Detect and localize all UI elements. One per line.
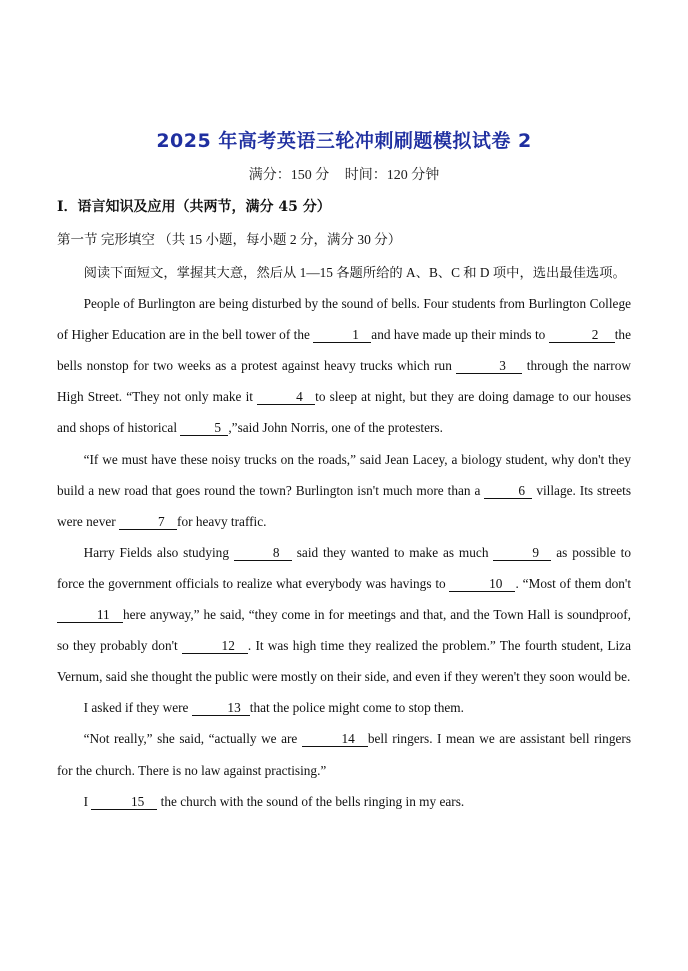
text: I asked if they were [83,700,192,716]
passage-body [57,257,631,817]
blank-4: 4 [257,389,315,405]
blank-12: 12 [182,638,248,654]
blank-13: 13 [192,700,250,716]
text: ,”said John Norris, one of the protesters. [228,420,443,436]
text: “If we must have these noisy trucks on the roads,” said Jean Lacey, a biology student, why don't they build a new road that goes round the town? Burlington isn't much more than a [57,451,631,498]
paragraph-2 [57,444,631,537]
text: as possible to force the government officials to realize what everybody was havings to [57,544,631,591]
blank-2: 2 [549,327,615,343]
blank-10: 10 [449,576,515,592]
paragraph-6 [57,786,631,817]
text: here anyway,” he said, “they come in for meetings and that, and the Town Hall is soundproof, so they probably don't [57,607,631,654]
text: the church with the sound of the bells ringing in my ears. [157,793,465,809]
text: “Not really,” she said, “actually we are [83,731,302,747]
blank-9: 9 [493,545,551,561]
text: . “Most of them don't [515,575,632,591]
section-heading: I．语言知识及应用（共两节，满分 45 分） [57,199,331,215]
exam-meta [0,164,688,184]
part-label: 第一节 完形填空 [57,232,155,247]
blank-6: 6 [484,483,532,499]
part-note: （共 15 小题，每小题 2 分，满分 30 分） [158,232,402,247]
text: the bells nonstop for two weeks as a protest against heavy trucks which run [57,327,631,374]
blank-7: 7 [119,514,177,530]
part-heading [57,228,401,248]
paragraph-4 [57,692,631,723]
blank-14: 14 [302,731,368,747]
text: to sleep at night, but they are doing damage to our houses and shops of historical [57,389,631,436]
full-marks: 满分：150 分 [248,168,330,183]
text: and have made up their minds to [371,327,549,343]
text: said they wanted to make as much [291,544,494,560]
paragraph-1 [57,288,631,443]
text: village. Its streets were never [57,482,632,529]
blank-3: 3 [456,358,522,374]
text: I [83,793,92,809]
text: that the police might come to stop them. [249,700,464,716]
blank-1: 1 [313,327,371,343]
blank-11: 11 [57,607,123,623]
text: for heavy traffic. [177,513,267,529]
paragraph-5 [57,723,631,785]
text: . It was high time they realized the problem.” The fourth student, Liza Vernum, said she thought the public were mostly on their side, and even if they weren't they soon would be. [57,638,631,685]
blank-5: 5 [180,420,228,436]
instructions: 阅读下面短文，掌握其大意，然后从 1—15 各题所给的 A、B、C 和 D 项中，选出最佳选项。 [83,265,626,280]
blank-15: 15 [91,794,157,810]
blank-8: 8 [234,545,292,561]
text: People of Burlington are being disturbed by the sound of bells. Four students from Burlington College of Higher Education are in the bell tower of the [57,296,631,343]
exam-title: 2025 年高考英语三轮冲刺刷题模拟试卷 2 [156,130,532,152]
exam-time: 时间：120 分钟 [344,168,440,183]
text: Harry Fields also studying [83,544,234,560]
text: bell ringers. I mean we are assistant bell ringers for the church. There is no law against practising.” [57,731,631,778]
text: through the narrow High Street. “They not only make it [57,358,631,405]
paragraph-3 [57,537,631,692]
